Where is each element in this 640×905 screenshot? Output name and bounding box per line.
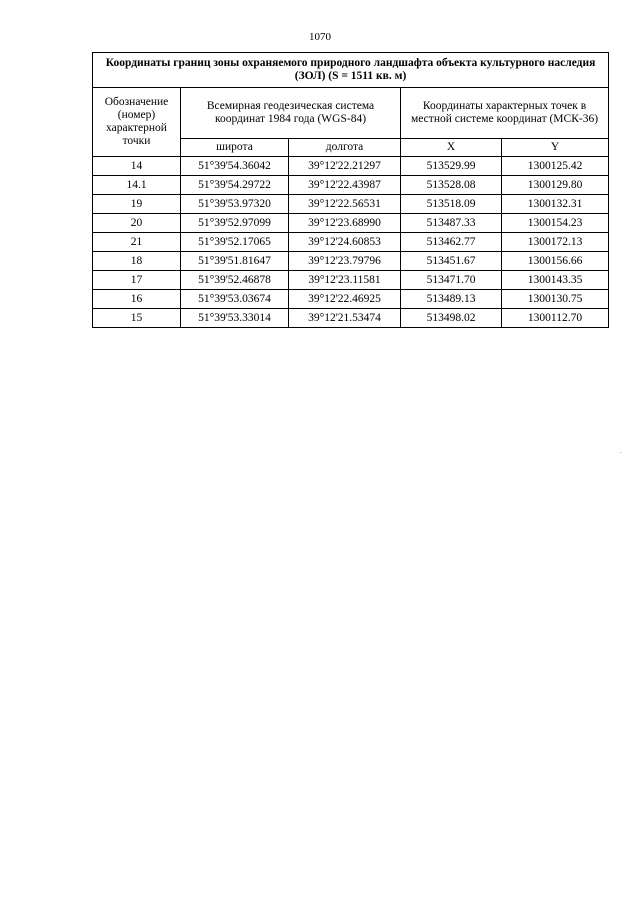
cell-y: 1300156.66: [502, 252, 609, 271]
cell-y: 1300125.42: [502, 157, 609, 176]
cell-point: 14.1: [93, 176, 181, 195]
table-caption: Координаты границ зоны охраняемого природного ландшафта объекта культурного наследия (ЗОЛ) (S = 1511 кв. м): [93, 53, 609, 88]
cell-latitude: 51°39'53.97320: [181, 195, 289, 214]
cell-latitude: 51°39'52.17065: [181, 233, 289, 252]
cell-longitude: 39°12'21.53474: [289, 309, 401, 328]
cell-longitude: 39°12'23.11581: [289, 271, 401, 290]
cell-x: 513528.08: [401, 176, 502, 195]
header-designation: Обозначение (номер) характерной точки: [93, 88, 181, 157]
coordinates-table-body: [93, 53, 609, 328]
cell-longitude: 39°12'22.21297: [289, 157, 401, 176]
table-row: [93, 252, 609, 271]
cell-y: 1300172.13: [502, 233, 609, 252]
cell-longitude: 39°12'22.46925: [289, 290, 401, 309]
cell-longitude: 39°12'23.68990: [289, 214, 401, 233]
cell-point: 14: [93, 157, 181, 176]
cell-latitude: 51°39'53.33014: [181, 309, 289, 328]
cell-longitude: 39°12'22.56531: [289, 195, 401, 214]
page-number: 1070: [309, 31, 331, 43]
cell-x: 513462.77: [401, 233, 502, 252]
coordinates-table: [92, 52, 609, 328]
header-x: X: [401, 139, 502, 157]
header-row-groups: [93, 88, 609, 139]
cell-point: 19: [93, 195, 181, 214]
cell-latitude: 51°39'53.03674: [181, 290, 289, 309]
table-row: [93, 157, 609, 176]
cell-latitude: 51°39'54.29722: [181, 176, 289, 195]
cell-x: 513489.13: [401, 290, 502, 309]
cell-x: 513529.99: [401, 157, 502, 176]
cell-y: 1300130.75: [502, 290, 609, 309]
table-row: [93, 214, 609, 233]
cell-y: 1300112.70: [502, 309, 609, 328]
header-msk-group: Координаты характерных точек в местной системе координат (МСК-36): [401, 88, 609, 139]
caption-row: [93, 53, 609, 88]
cell-longitude: 39°12'22.43987: [289, 176, 401, 195]
cell-x: 513451.67: [401, 252, 502, 271]
header-latitude: широта: [181, 139, 289, 157]
table-row: [93, 271, 609, 290]
cell-x: 513498.02: [401, 309, 502, 328]
header-longitude: долгота: [289, 139, 401, 157]
cell-y: 1300143.35: [502, 271, 609, 290]
cell-latitude: 51°39'54.36042: [181, 157, 289, 176]
cell-x: 513487.33: [401, 214, 502, 233]
header-wgs-group: Всемирная геодезическая система координат 1984 года (WGS-84): [181, 88, 401, 139]
cell-point: 16: [93, 290, 181, 309]
cell-point: 17: [93, 271, 181, 290]
cell-x: 513518.09: [401, 195, 502, 214]
cell-y: 1300132.31: [502, 195, 609, 214]
cell-latitude: 51°39'52.97099: [181, 214, 289, 233]
cell-latitude: 51°39'52.46878: [181, 271, 289, 290]
cell-latitude: 51°39'51.81647: [181, 252, 289, 271]
table-row: [93, 309, 609, 328]
cell-point: 15: [93, 309, 181, 328]
cell-y: 1300154.23: [502, 214, 609, 233]
cell-longitude: 39°12'24.60853: [289, 233, 401, 252]
table-row: [93, 233, 609, 252]
cell-point: 18: [93, 252, 181, 271]
cell-point: 21: [93, 233, 181, 252]
cell-point: 20: [93, 214, 181, 233]
table-row: [93, 290, 609, 309]
cell-y: 1300129.80: [502, 176, 609, 195]
table-row: [93, 176, 609, 195]
cell-x: 513471.70: [401, 271, 502, 290]
cell-longitude: 39°12'23.79796: [289, 252, 401, 271]
scan-speck: [620, 452, 621, 453]
table-row: [93, 195, 609, 214]
header-y: Y: [502, 139, 609, 157]
